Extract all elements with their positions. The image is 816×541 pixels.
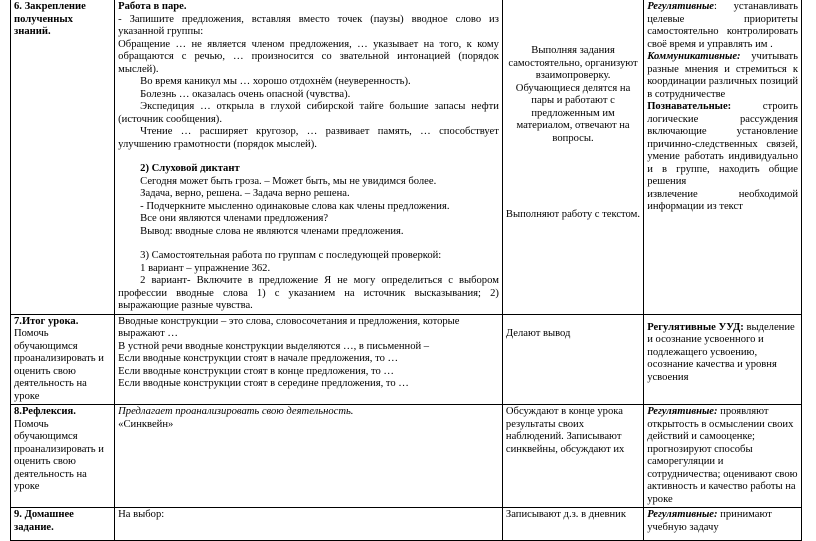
uud-text: извлечение необходимой информации из текст xyxy=(647,188,798,212)
summary-line: В устной речи вводные конструкции выделяются …, в письменной – xyxy=(118,340,430,352)
uud-text: проявляют открытость в осмыслении своих действий и самооценке; прогнозируют способы саморегуляции и сотрудничества; оценивают свою активность и качество работы на уроке xyxy=(647,406,798,505)
group-work-title: 3) Самостоятельная работа по группам с последующей проверкой: xyxy=(140,250,442,261)
uud-text: строить логические рассуждения включающие установление причинно-следственных связей, умение работать индивидуально и в группе, находить общие решения xyxy=(647,101,798,187)
dictation-line: - Подчеркните мысленно одинаковые слова как члены предложения. xyxy=(140,200,450,212)
content-cell xyxy=(115,0,503,314)
uud-text: выделение и осознание усвоенного и подлежащего усвоению, осознание качества и уровня усвоения xyxy=(647,321,795,383)
homework-text: На выбор: xyxy=(118,509,165,520)
dictation-title: 2) Слуховой диктант xyxy=(140,163,240,174)
activity-text: Выполняя задания самостоятельно, организуют взаимопроверку. Обучающиеся делятся на пары и работают с предложенным им материалом, отвечают на вопросы. xyxy=(508,45,638,144)
uud-cell xyxy=(644,405,802,508)
summary-line: Если вводные конструкции стоят в начале предложения, то … xyxy=(118,353,399,364)
table-row xyxy=(11,508,802,541)
stage-cell xyxy=(11,314,115,405)
uud-label: Регулятивные: xyxy=(647,406,718,417)
stage-title: 8.Рефлексия. xyxy=(14,406,76,417)
summary-line: Вводные конструкции – это слова, словосочетания и предложения, которые выражают … xyxy=(118,315,460,339)
reflection-line: Предлагает проанализировать свою деятельность. xyxy=(118,406,354,417)
sentence: Болезнь … оказалась очень опасной (чувства). xyxy=(140,88,351,100)
stage-text: Помочь обучающимся проанализировать и оценить свою деятельность на уроке xyxy=(14,328,104,402)
content-cell xyxy=(115,314,503,405)
activity-text: Обсуждают в конце урока результаты своих наблюдений. Записывают синквейны, обсуждают их xyxy=(505,406,625,455)
dictation-line: Вывод: вводные слова не являются членами предложения. xyxy=(140,225,404,237)
sentence: Во время каникул мы … хорошо отдохнём (неуверенность). xyxy=(140,76,411,87)
table-row xyxy=(11,0,802,314)
sentence: Обращение … не является членом предложения, … указывает на того, к кому обращаются с речью, … произносится со звательной интонацией (порядок мыслей). xyxy=(118,38,499,75)
content-cell xyxy=(115,508,503,541)
activity-cell xyxy=(502,0,643,314)
uud-text: принимают учебную задачу xyxy=(647,509,772,533)
section-title: Работа в паре. xyxy=(118,1,187,12)
uud-label: Коммуникативные: xyxy=(647,51,741,62)
summary-line: Если вводные конструкции стоят в середине предложения, то … xyxy=(118,378,409,389)
lesson-plan-table xyxy=(10,0,802,541)
uud-label: Регулятивные УУД: xyxy=(647,321,744,333)
uud-cell xyxy=(644,314,802,405)
dictation-line: Задача, верно, решена. – Задача верно решена. xyxy=(140,188,350,199)
sentence: Экспедиция … открыла в глухой сибирской тайге большие запасы нефти (источник сообщения). xyxy=(118,101,499,125)
stage-cell xyxy=(11,405,115,508)
task-text: - Запишите предложения, вставляя вместо точек (паузы) вводное слово из указанной группы: xyxy=(118,13,499,37)
stage-title: 7.Итог урока. xyxy=(14,315,79,327)
uud-cell xyxy=(644,0,802,314)
stage-cell xyxy=(11,0,115,314)
activity-text: Выполняют работу с текстом. xyxy=(505,209,640,220)
variant-1: 1 вариант – упражнение 362. xyxy=(140,262,271,274)
activity-text: Записывают д.з. в дневник xyxy=(505,509,626,520)
activity-cell xyxy=(502,405,643,508)
sentence: Чтение … расширяет кругозор, … развивает память, … способствует улучшению грамотности (порядок мыслей). xyxy=(118,126,499,150)
table-row xyxy=(11,405,802,508)
uud-text: : устанавливать целевые приоритеты самостоятельно контролировать своё время и управлять им . xyxy=(647,1,798,50)
content-cell xyxy=(115,405,503,508)
variant-2: 2 вариант- Включите в предложение Я не могу определиться с выбором профессии вводные слова 1) с указанием на источник высказывания; 2) выражающие разные чувства. xyxy=(118,275,499,311)
uud-label: Регулятивные: xyxy=(647,509,718,520)
stage-text: Помочь обучающимся проанализировать и оценить свою деятельность на уроке xyxy=(14,418,104,492)
uud-text: учитывать разные мнения и стремиться к координации различных позиций в сотрудничестве xyxy=(647,51,798,100)
stage-title: 9. Домашнее задание. xyxy=(14,509,74,533)
uud-cell xyxy=(644,508,802,541)
uud-label: Регулятивные xyxy=(647,1,714,12)
uud-label: Познавательные: xyxy=(647,101,732,112)
table-row xyxy=(11,314,802,405)
activity-cell xyxy=(502,314,643,405)
reflection-line: «Синквейн» xyxy=(118,418,174,430)
stage-title: 6. Закрепление полученных знаний. xyxy=(14,1,86,37)
dictation-line: Сегодня может быть гроза. – Может быть, мы не увидимся более. xyxy=(140,175,437,187)
dictation-line: Все они являются членами предложения? xyxy=(140,213,329,224)
activity-text: Делают вывод xyxy=(505,327,571,339)
summary-line: Если вводные конструкции стоят в конце предложения, то … xyxy=(118,365,395,377)
stage-cell xyxy=(11,508,115,541)
activity-cell xyxy=(502,508,643,541)
